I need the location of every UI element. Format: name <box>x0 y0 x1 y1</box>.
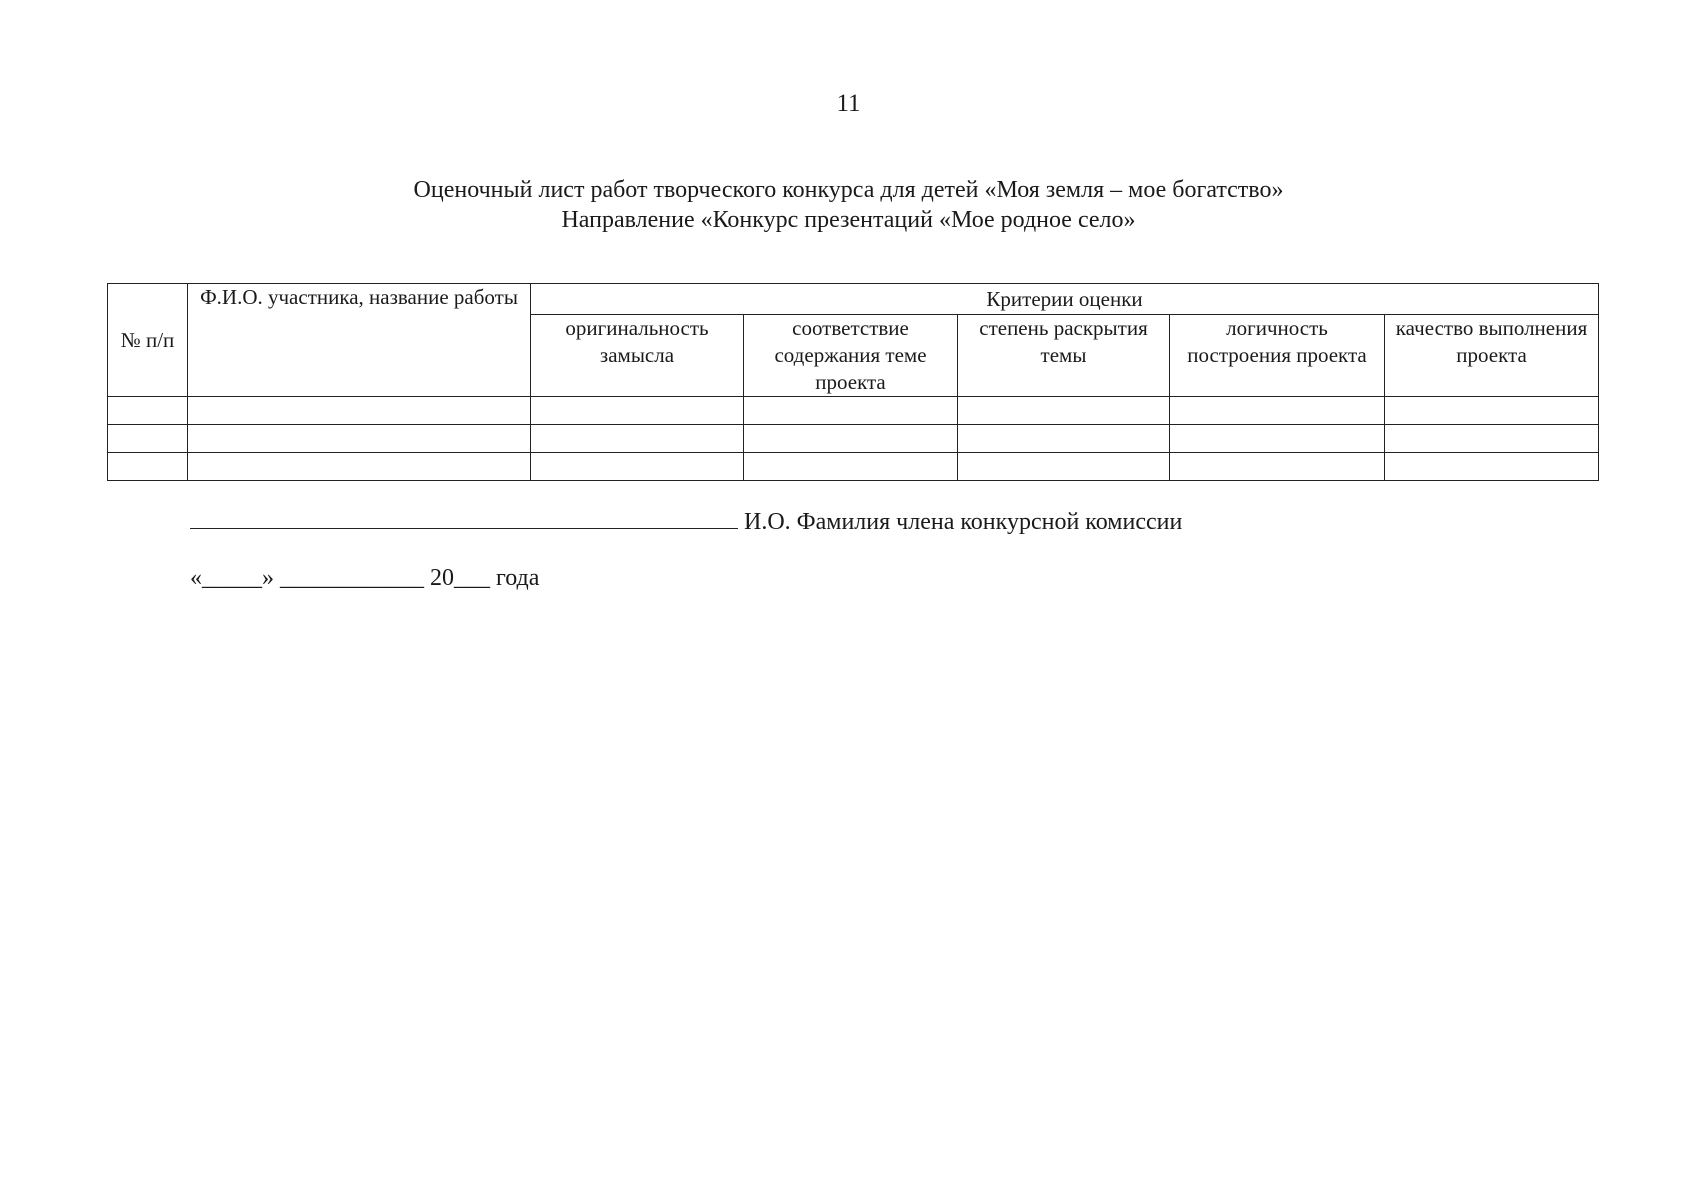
table-body <box>108 397 1599 481</box>
table-cell[interactable] <box>188 397 531 425</box>
criterion-topic-match: соответствие содержания теме проекта <box>744 315 958 397</box>
table-cell[interactable] <box>108 425 188 453</box>
table-cell[interactable] <box>108 453 188 481</box>
table-cell[interactable] <box>108 397 188 425</box>
title-line-2: Направление «Конкурс презентаций «Мое родное село» <box>561 207 1136 233</box>
table-cell[interactable] <box>531 453 744 481</box>
criterion-logic: логичность построения проекта <box>1170 315 1385 397</box>
table-cell[interactable] <box>1385 397 1599 425</box>
table-row <box>108 397 1599 425</box>
page-number: 11 <box>836 90 861 117</box>
table-cell[interactable] <box>1385 453 1599 481</box>
table-cell[interactable] <box>531 397 744 425</box>
criterion-topic-coverage: степень раскрытия темы <box>958 315 1170 397</box>
table-cell[interactable] <box>958 397 1170 425</box>
title-line-1: Оценочный лист работ творческого конкурса для детей «Моя земля – мое богатство» <box>413 177 1284 203</box>
table-cell[interactable] <box>958 425 1170 453</box>
table-cell[interactable] <box>1170 397 1385 425</box>
evaluation-table <box>107 283 1599 481</box>
header-number: № п/п <box>108 284 188 397</box>
table-cell[interactable] <box>188 425 531 453</box>
document-title <box>0 175 1697 235</box>
criterion-originality: оригинальность замысла <box>531 315 744 397</box>
table-row <box>108 425 1599 453</box>
table-cell[interactable] <box>188 453 531 481</box>
table-cell[interactable] <box>1385 425 1599 453</box>
table-cell[interactable] <box>744 425 958 453</box>
criterion-quality: качество выполнения проекта <box>1385 315 1599 397</box>
table-cell[interactable] <box>531 425 744 453</box>
date-line: «_____» ____________ 20___ года <box>190 565 540 591</box>
signature-line <box>190 506 1182 536</box>
table-row <box>108 453 1599 481</box>
table-cell[interactable] <box>1170 425 1385 453</box>
table-cell[interactable] <box>744 397 958 425</box>
table-cell[interactable] <box>958 453 1170 481</box>
header-criteria: Критерии оценки <box>531 284 1599 315</box>
table-cell[interactable] <box>744 453 958 481</box>
table-cell[interactable] <box>1170 453 1385 481</box>
header-participant-name: Ф.И.О. участника, название работы <box>188 284 531 397</box>
signature-blank[interactable] <box>190 506 738 529</box>
signature-caption: И.О. Фамилия члена конкурсной комиссии <box>744 509 1183 535</box>
